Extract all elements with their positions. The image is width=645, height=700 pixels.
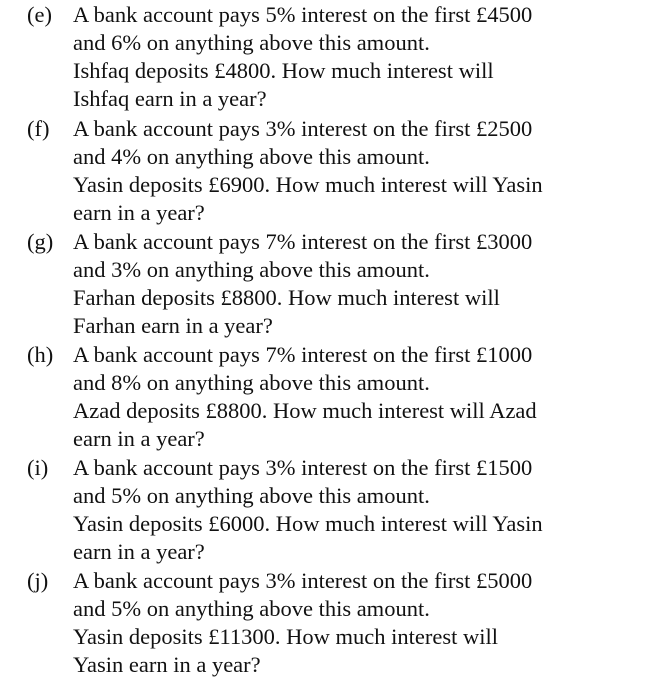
question-text-line: A bank account pays 3% interest on the first £5000 xyxy=(73,568,533,593)
question-label: (j) xyxy=(27,568,49,593)
question-text-line: A bank account pays 7% interest on the first £1000 xyxy=(73,342,533,367)
question-text-line: Ishfaq earn in a year? xyxy=(73,86,267,111)
question-text-line: Ishfaq deposits £4800. How much interest will xyxy=(73,58,494,83)
question-text-line: Yasin deposits £11300. How much interest will xyxy=(73,624,498,649)
question-text-line: A bank account pays 7% interest on the first £3000 xyxy=(73,229,533,254)
question-text-line: earn in a year? xyxy=(73,539,205,564)
question-text-line: and 5% on anything above this amount. xyxy=(73,483,430,508)
question-text-line: and 3% on anything above this amount. xyxy=(73,257,430,282)
question-text-line: and 5% on anything above this amount. xyxy=(73,596,430,621)
question-text-line: Yasin deposits £6000. How much interest will Yasin xyxy=(73,511,543,536)
question-text-line: A bank account pays 3% interest on the first £2500 xyxy=(73,116,533,141)
question-text-line: and 8% on anything above this amount. xyxy=(73,370,430,395)
question-text-line: Yasin earn in a year? xyxy=(73,652,261,677)
question-text-line: Farhan deposits £8800. How much interest will xyxy=(73,285,500,310)
question-text-line: Azad deposits £8800. How much interest will Azad xyxy=(73,398,537,423)
question-label: (h) xyxy=(27,342,54,367)
question-text-line: A bank account pays 5% interest on the first £4500 xyxy=(73,2,533,27)
question-label: (e) xyxy=(27,2,52,27)
question-label: (f) xyxy=(27,116,50,141)
question-text-line: and 4% on anything above this amount. xyxy=(73,144,430,169)
question-label: (g) xyxy=(27,229,54,254)
question-text-line: Farhan earn in a year? xyxy=(73,313,273,338)
question-text-line: Yasin deposits £6900. How much interest will Yasin xyxy=(73,172,543,197)
question-label: (i) xyxy=(27,455,49,480)
question-text-line: earn in a year? xyxy=(73,200,205,225)
question-text-line: earn in a year? xyxy=(73,426,205,451)
question-text-line: A bank account pays 3% interest on the first £1500 xyxy=(73,455,533,480)
question-text-line: and 6% on anything above this amount. xyxy=(73,30,430,55)
